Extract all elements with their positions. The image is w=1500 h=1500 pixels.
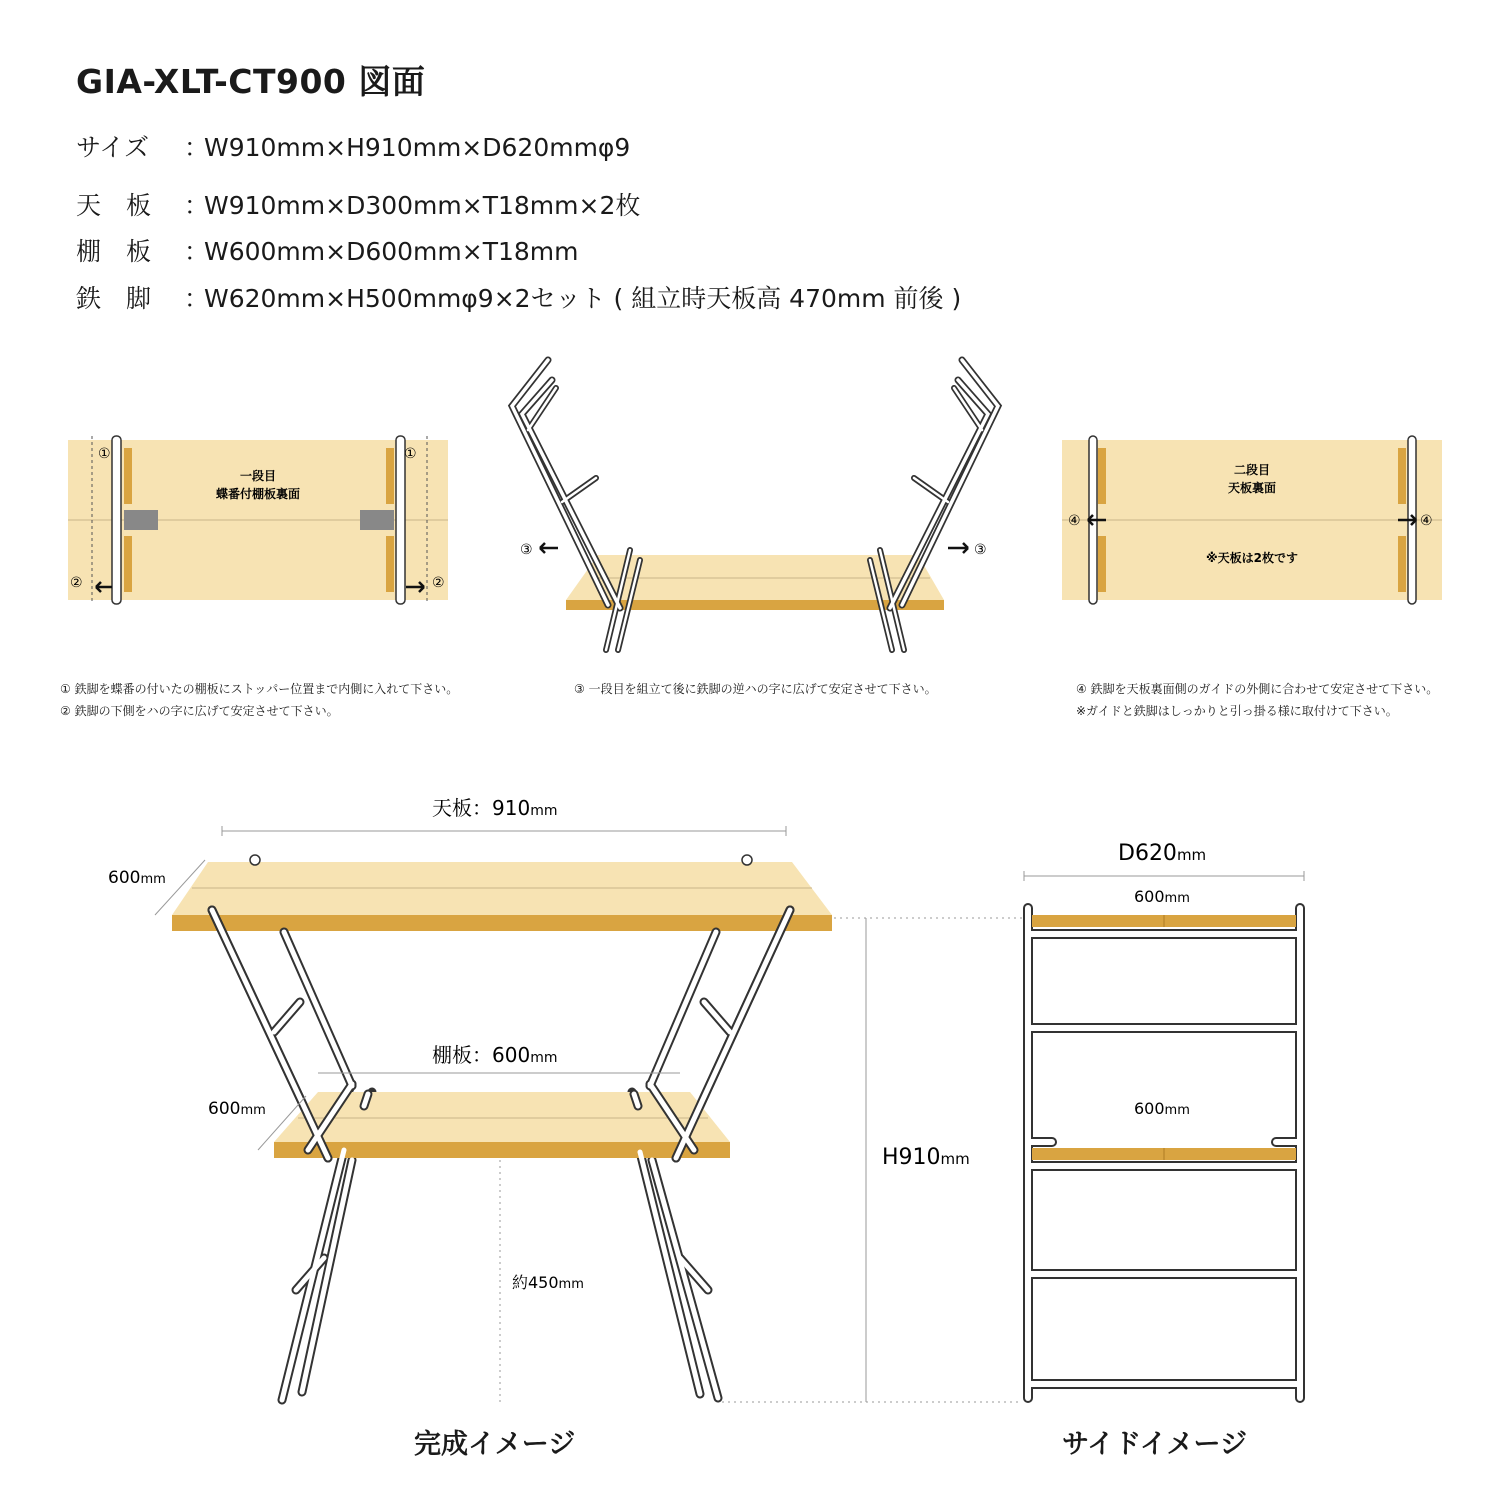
caption-complete: 完成イメージ: [414, 1429, 576, 1460]
hinge: [124, 510, 158, 530]
marker-3: ③: [520, 542, 533, 558]
marker-1: ①: [98, 446, 111, 462]
stopper: [386, 536, 394, 592]
stopper: [124, 536, 132, 592]
caption-side: サイドイメージ: [1062, 1429, 1247, 1460]
spec-label: 鉄 脚: [76, 284, 152, 313]
top-depth-label: 600mm: [108, 868, 166, 888]
spec-colon: ：: [184, 237, 210, 266]
marker-4: ④: [1420, 513, 1433, 529]
side-top-label: 600mm: [1134, 887, 1190, 906]
stopper: [124, 448, 132, 504]
shelf-height-label: 約450mm: [512, 1273, 584, 1292]
guide: [1398, 448, 1406, 504]
spec-colon: ：: [184, 133, 210, 162]
notes-right: [1076, 678, 1438, 722]
guide: [1098, 448, 1106, 504]
guide: [1098, 536, 1106, 592]
marker-3: ③: [974, 542, 987, 558]
stopper: [386, 448, 394, 504]
note-line: ① 鉄脚を蝶番の付いたの棚板にストッパー位置まで内側に入れて下さい。: [60, 682, 459, 696]
spec-value: W910mm×D300mm×T18mm×2枚: [204, 191, 641, 220]
note-line: ④ 鉄脚を天板裏面側のガイドの外側に合わせて安定させて下さい。: [1076, 682, 1439, 696]
marker-2: ②: [432, 575, 445, 591]
diagram-spread-legs: [512, 360, 998, 650]
side-image: [1024, 841, 1304, 1398]
spec-label: 棚 板: [76, 237, 152, 266]
top-board-edge: [172, 915, 832, 931]
notes-middle: [574, 678, 937, 700]
spec-label: 天 板: [76, 191, 152, 220]
shelf-label-line2: 蝶番付棚板裏面: [215, 487, 301, 501]
arrow-left-icon: [540, 543, 558, 553]
height-label: H910mm: [882, 1145, 970, 1170]
spec-value: W620mm×H500mmφ9×2セット ( 組立時天板高 470mm 前後 ): [204, 284, 962, 313]
spec-label: サイズ: [76, 133, 150, 162]
top-width-label: 天板：910mm: [432, 796, 558, 820]
spec-colon: ：: [184, 284, 210, 313]
iron-leg: [112, 436, 121, 604]
shelf-label-line1: 一段目: [239, 469, 277, 483]
leg-tip: [742, 855, 752, 865]
hinge: [360, 510, 394, 530]
marker-1: ①: [404, 446, 417, 462]
shelf-depth-label: 600mm: [208, 1099, 266, 1119]
page-title: GIA-XLT-CT900 図面: [76, 62, 426, 101]
side-depth-label: D620mm: [1118, 841, 1207, 866]
spec-value: W910mm×H910mm×D620mmφ9: [204, 133, 631, 162]
spec-colon: ：: [184, 191, 210, 220]
top-note: ※天板は2枚です: [1205, 551, 1299, 565]
leg-tip: [250, 855, 260, 865]
spec-value: W600mm×D600mm×T18mm: [204, 237, 579, 266]
marker-4: ④: [1068, 513, 1081, 529]
note-line: ※ガイドと鉄脚はしっかりと引っ掛る様に取付けて下さい。: [1076, 704, 1398, 718]
guide: [1398, 536, 1406, 592]
note-line: ② 鉄脚の下側をハの字に広げて安定させて下さい。: [60, 704, 339, 718]
marker-2: ②: [70, 575, 83, 591]
side-shelf-label: 600mm: [1134, 1099, 1190, 1118]
arrow-right-icon: [948, 543, 968, 553]
shelf-width-label: 棚板：600mm: [432, 1043, 558, 1067]
note-line: ③ 一段目を組立て後に鉄脚の逆ハの字に広げて安定させて下さい。: [574, 682, 937, 696]
diagram-shelf-underside: [68, 436, 448, 604]
top-label-line1: 二段目: [1233, 463, 1271, 477]
top-label-line2: 天板裏面: [1227, 481, 1277, 495]
notes-left: [60, 678, 458, 722]
diagram-top-underside: [1062, 436, 1442, 604]
complete-image: [108, 796, 1022, 1402]
